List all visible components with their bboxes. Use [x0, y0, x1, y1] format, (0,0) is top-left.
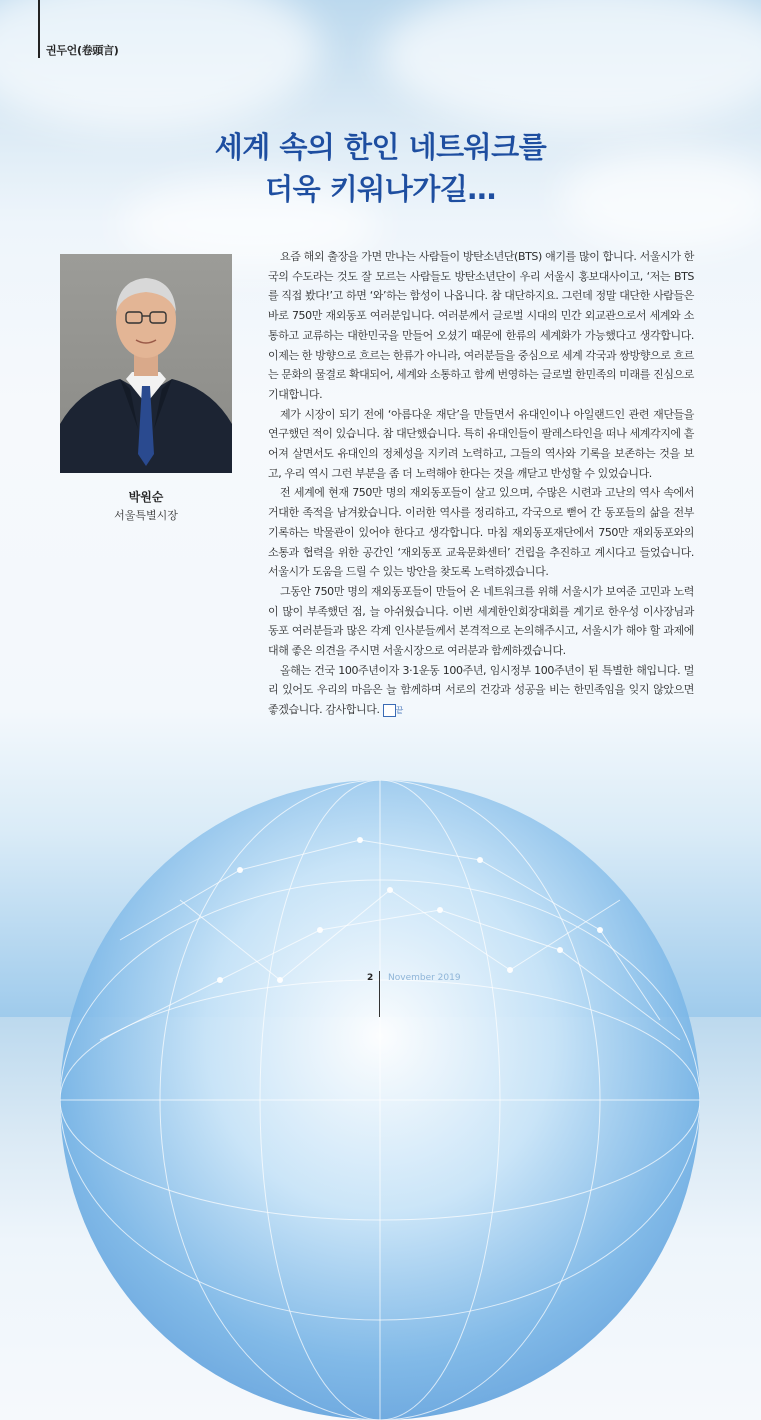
background-cloud [0, 0, 320, 130]
footer-rule [379, 971, 380, 1017]
paragraph: 올해는 건국 100주년이자 3·1운동 100주년, 임시정부 100주년이 된 특별한 해입니다. 멀리 있어도 우리의 마음은 늘 함께하며 서로의 건강과 성공을 비는 한민족임을 잊지 않았으면 좋겠습니다. 감사합니다. [268, 663, 694, 717]
author-name: 박원순 [128, 490, 164, 504]
author-portrait [60, 254, 232, 473]
paragraph: 그동안 750만 명의 재외동포들이 만들어 온 네트워크를 위해 서울시가 보여준 고민과 노력이 많이 부족했던 점, 늘 아쉬웠습니다. 이번 세계한인회장대회를 계기로 한우성 이사장님과 동포 여러분들과 많은 각계 인사분들께서 본격적으로 논의해주시고, 서울시가 해야 할 과제에 대해 좋은 의견을 주시면 서울시장으로 여러분과 함께하겠습니다. [268, 584, 694, 658]
paragraph: 제가 시장이 되기 전에 ‘아름다운 재단’을 만들면서 유대인이나 아일랜드인 관련 재단들을 연구했던 적이 있습니다. 참 대단했습니다. 특히 유대인들이 팔레스타인을 떠나 세계각지에 흩어져 살면서도 유대인의 정체성을 지키려 노력하고, 그들의 역사와 기록을 보존하는 것을 보고, 우리 역시 그런 부분을 좀 더 노력해야 한다는 것을 깨닫고 반성할 수 있었습니다. [268, 407, 694, 480]
article-body [268, 247, 694, 720]
issue-date: November 2019 [388, 973, 461, 983]
page-number: 2 [367, 973, 374, 983]
paragraph-last [268, 661, 694, 720]
paragraph: 전 세계에 현재 750만 명의 재외동포들이 살고 있으며, 수많은 시련과 고난의 역사 속에서 거대한 족적을 남겨왔습니다. 이러한 역사를 정리하고, 각국으로 뻗어 간 동포들의 삶을 전부 기록하는 박물관이 있어야 한다고 생각합니다. 마침 재외동포재단에서 750만 재외동포와의 소통과 협력을 위한 공간인 ‘재외동포 교육문화센터’ 건립을 추진하고 계시다고 들었습니다. 서울시가 도움을 드릴 수 있는 방안을 찾도록 노력하겠습니다. [268, 486, 694, 579]
section-label: 권두언(卷頭言) [46, 44, 119, 57]
background-cloud [380, 0, 761, 130]
header-rule [38, 0, 40, 58]
paragraph: 요즘 해외 출장을 가면 만나는 사람들이 방탄소년단(BTS) 얘기를 많이 합니다. 서울시가 한국의 수도라는 것도 잘 모르는 사람들도 방탄소년단이 우리 서울시 홍보대사이고, ‘저는 BTS를 직접 봤다!’고 하면 ‘와’하는 함성이 나옵니다. 참 대단하지요. 그런데 정말 대단한 사람들은 바로 750만 재외동포 여러분입니다. 여러분께서 글로벌 시대의 민간 외교관으로서 세계와 소통하고 교류하는 대한민국을 만들어 오셨기 때문에 한류의 세계화가 가능했다고 생각합니다. 이제는 한 방향으로 흐르는 한류가 아니라, 여러분들을 중심으로 세계 각국과 쌍방향으로 흐르는 문화의 물결로 확대되어, 세계와 소통하고 함께 번영하는 글로벌 한민족의 미래를 진심으로 기대합니다. [268, 250, 694, 401]
author-role: 서울특별시장 [114, 509, 178, 522]
network-globe-image [60, 780, 700, 1420]
page-title-line-1: 세계 속의 한인 네트워크를 [214, 130, 547, 164]
page-title-line-2: 더욱 키워나가길… [265, 172, 496, 206]
end-mark-icon: 끝 [383, 704, 396, 717]
